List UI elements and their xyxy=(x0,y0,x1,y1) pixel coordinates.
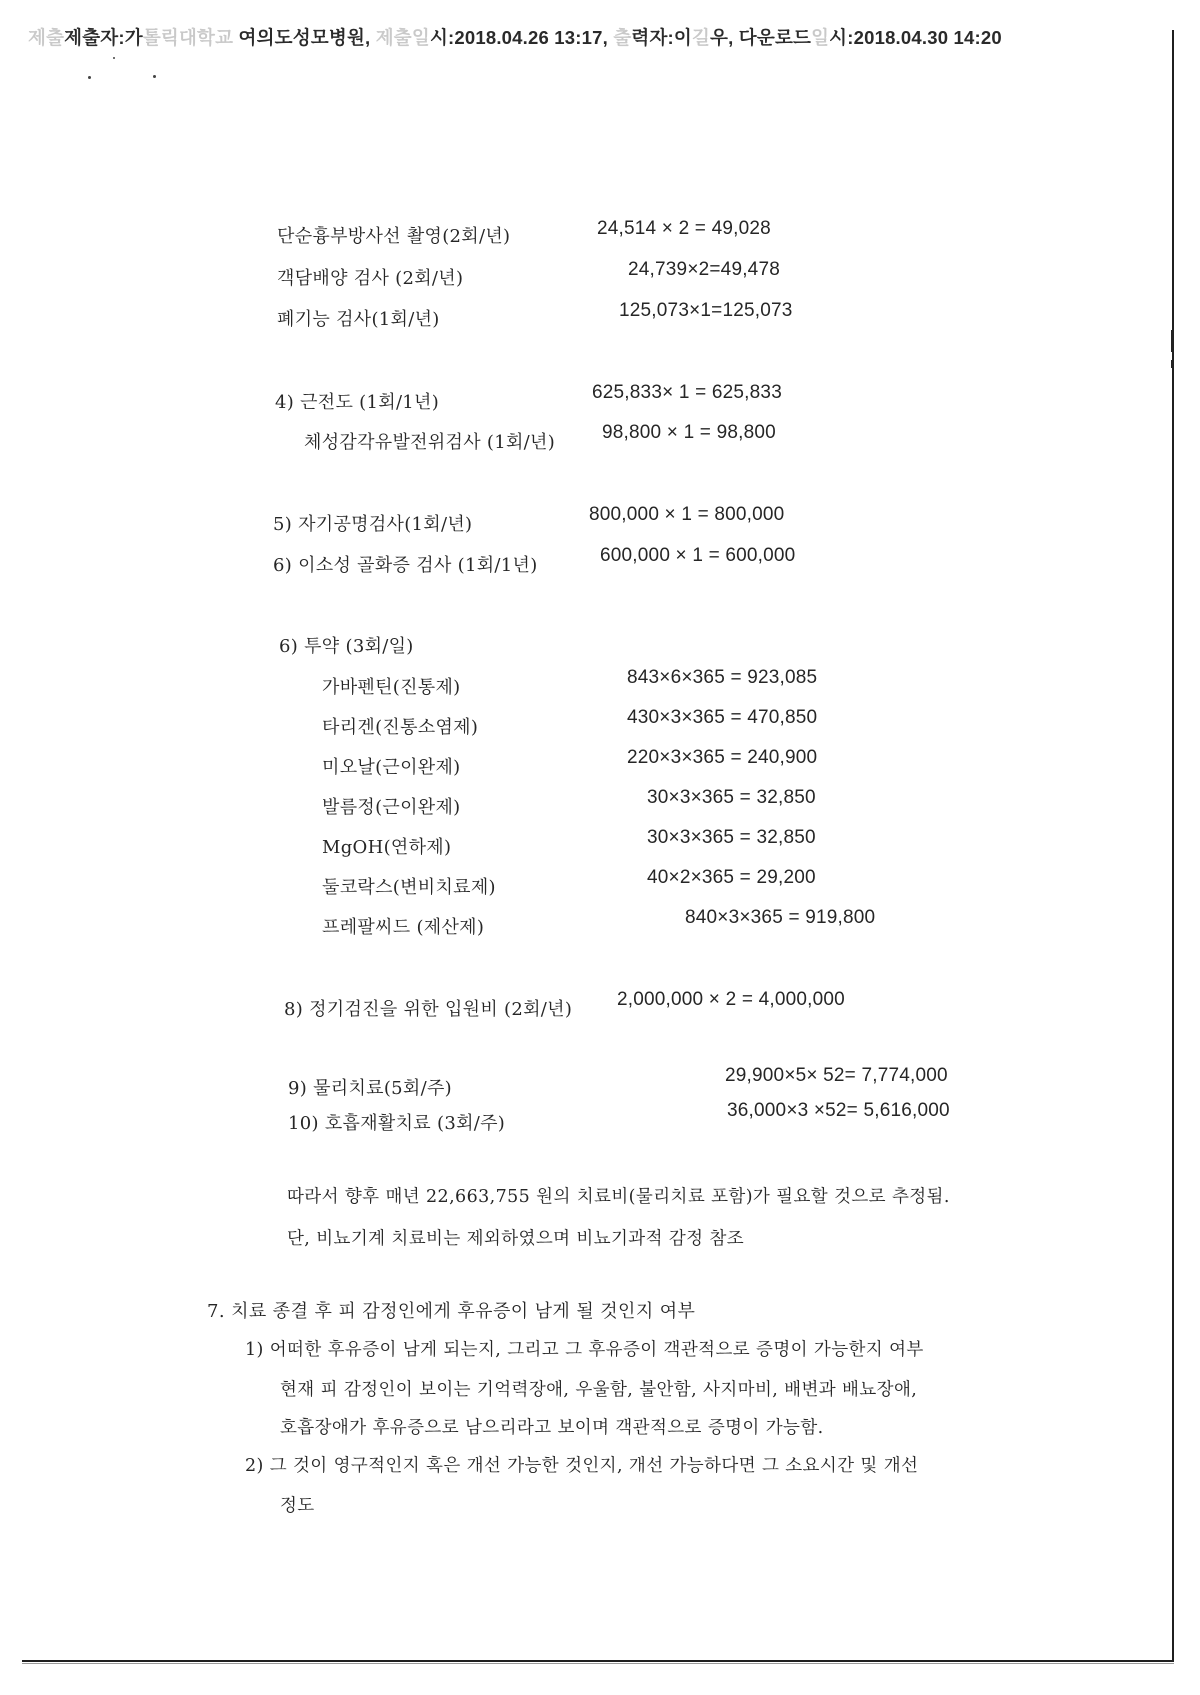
bone-label: 6) 이소성 골화증 검사 (1회/1년) xyxy=(273,555,538,576)
header-masked: 제출 xyxy=(28,27,65,48)
emg-title: 4) 근전도 (1회/1년) xyxy=(275,392,440,413)
scan-edge-right xyxy=(1172,30,1174,1662)
header-download-label: 다운로드 xyxy=(733,27,812,48)
emg-calc: 625,833× 1 = 625,833 xyxy=(592,382,782,403)
medication-name: 미오날(근이완제) xyxy=(322,757,461,778)
resp-calc: 36,000×3 ×52= 5,616,000 xyxy=(727,1100,950,1121)
header-submit-time: 시:2018.04.26 13:17, xyxy=(429,27,608,48)
header-hospital: 여의도성모병원, xyxy=(233,27,371,48)
header-submitter-name: 가 xyxy=(124,27,143,48)
medication-calc: 30×3×365 = 32,850 xyxy=(647,827,816,848)
scan-edge-bottom xyxy=(22,1663,1174,1664)
medication-name: MgOH(연하제) xyxy=(322,837,452,858)
print-header xyxy=(28,24,1002,50)
medication-calc: 840×3×365 = 919,800 xyxy=(685,907,876,928)
header-download-time: 시:2018.04.30 14:20 xyxy=(829,27,1002,48)
mri-calc: 800,000 × 1 = 800,000 xyxy=(589,504,785,525)
header-masked: 제출 xyxy=(375,27,412,48)
exam-calc: 24,739×2=49,478 xyxy=(628,259,780,280)
scan-edge-mark xyxy=(1171,360,1174,368)
section-7-question-2: 2) 그 것이 영구적인지 혹은 개선 가능한 것인지, 개선 가능하다면 그 소요시간 및 개선 xyxy=(245,1456,919,1476)
summary-line-1: 따라서 향후 매년 22,663,755 원의 치료비(물리치료 포함)가 필요할 것으로 추정됨. xyxy=(287,1187,950,1207)
bone-calc: 600,000 × 1 = 600,000 xyxy=(600,545,796,566)
summary-line-2: 단, 비뇨기계 치료비는 제외하였으며 비뇨기과적 감정 참조 xyxy=(287,1229,745,1249)
medication-calc: 40×2×365 = 29,200 xyxy=(647,867,816,888)
scan-edge-bottom xyxy=(22,1660,1174,1662)
medication-name: 발름정(근이완제) xyxy=(322,797,461,818)
ssep-label: 체성감각유발전위검사 (1회/년) xyxy=(304,432,556,453)
admission-calc: 2,000,000 × 2 = 4,000,000 xyxy=(617,989,845,1010)
section-7-question-2-cont: 정도 xyxy=(280,1496,315,1516)
exam-label: 폐기능 검사(1회/년) xyxy=(277,309,440,330)
header-submitter-label: 제출자: xyxy=(64,27,125,48)
resp-label: 10) 호흡재활치료 (3회/주) xyxy=(288,1113,506,1134)
medication-name: 둘코락스(변비치료제) xyxy=(322,877,496,898)
mri-label: 5) 자기공명검사(1회/년) xyxy=(273,514,473,535)
exam-label: 단순흉부방사선 촬영(2회/년) xyxy=(277,226,511,247)
exam-calc: 24,514 × 2 = 49,028 xyxy=(597,218,771,239)
medication-name: 가바펜틴(진통제) xyxy=(322,677,461,698)
medication-calc: 30×3×365 = 32,850 xyxy=(647,787,816,808)
section-7-answer-1: 호흡장애가 후유증으로 남으리라고 보이며 객관적으로 증명이 가능함. xyxy=(280,1418,824,1438)
ssep-calc: 98,800 × 1 = 98,800 xyxy=(602,422,776,443)
scan-edge-mark xyxy=(1171,330,1174,352)
header-printer: 력자:이 xyxy=(631,27,692,48)
section-7-heading: 7. 치료 종결 후 피 감정인에게 후유증이 남게 될 것인지 여부 xyxy=(207,1301,696,1322)
medication-name: 프레팔씨드 (제산제) xyxy=(322,917,485,938)
header-masked: 길 xyxy=(691,27,711,48)
medication-calc: 430×3×365 = 470,850 xyxy=(627,707,818,728)
physio-label: 9) 물리치료(5회/주) xyxy=(288,1078,452,1099)
physio-calc: 29,900×5× 52= 7,774,000 xyxy=(725,1065,948,1086)
exam-calc: 125,073×1=125,073 xyxy=(619,300,793,321)
section-7-question-1: 1) 어떠한 후유증이 남게 되는지, 그리고 그 후유증이 객관적으로 증명이 가능한지 여부 xyxy=(245,1340,924,1360)
header-printer-end: 우, xyxy=(710,27,734,48)
header-masked: 출 xyxy=(613,27,632,48)
medication-calc: 843×6×365 = 923,085 xyxy=(627,667,818,688)
medication-title: 6) 투약 (3회/일) xyxy=(279,636,414,657)
section-7-answer-1: 현재 피 감정인이 보이는 기억력장애, 우울함, 불안함, 사지마비, 배변과 배뇨장애, xyxy=(280,1380,918,1400)
medication-name: 타리겐(진통소염제) xyxy=(322,717,479,738)
admission-label: 8) 정기검진을 위한 입원비 (2회/년) xyxy=(284,999,573,1020)
header-masked: 일 xyxy=(811,27,830,48)
exam-label: 객담배양 검사 (2회/년) xyxy=(277,268,464,289)
header-masked: 일 xyxy=(411,27,430,48)
header-masked: 톨릭대학교 xyxy=(142,27,234,48)
medication-calc: 220×3×365 = 240,900 xyxy=(627,747,818,768)
